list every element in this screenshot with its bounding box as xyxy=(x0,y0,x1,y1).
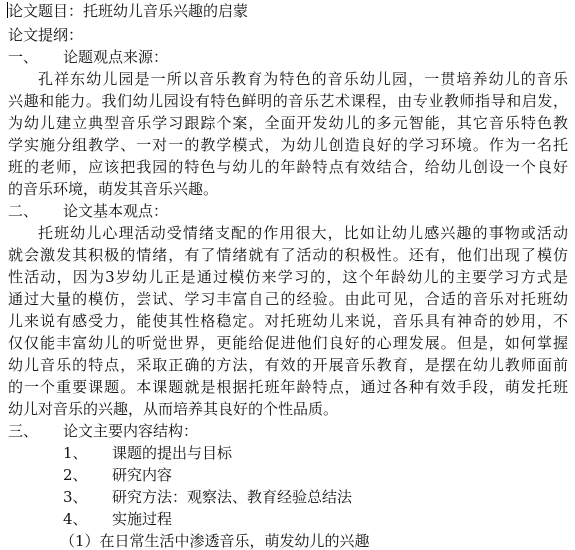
list-item-text: 课题的提出与目标 xyxy=(112,444,233,462)
paragraph-line: 学实施分组教学、一对一的教学模式，为幼儿创造良好的学习环境。作为一名托 xyxy=(8,136,568,154)
paragraph-line: 性活动，因为3岁幼儿正是通过模仿来学习的，这个年龄幼儿的主要学习方式是 xyxy=(8,268,568,286)
list-item-text: 研究方法：观察法、教育经验总结法 xyxy=(112,488,353,506)
section-number: 二、 xyxy=(8,202,39,220)
list-item-number: 3、 xyxy=(63,488,88,506)
paragraph-line: 兴趣和能力。我们幼儿园设有特色鲜明的音乐艺术课程，由专业教师指导和启发， xyxy=(8,92,568,110)
cut-off-line: （1）在日常生活中渗透音乐，萌发幼儿的兴趣 xyxy=(60,532,370,550)
list-item-text: 实施过程 xyxy=(112,510,173,528)
list-item-text: 研究内容 xyxy=(112,466,173,484)
list-item-number: 1、 xyxy=(63,444,88,462)
paragraph-line: 为幼儿建立典型音乐学习跟踪个案，全面开发幼儿的多元智能，其它音乐特色教 xyxy=(8,114,568,132)
paragraph-line: 幼儿音乐的特点，采取正确的方法，有效的开展音乐教育，是摆在幼儿教师面前 xyxy=(8,356,568,374)
paragraph-line: 通过大量的模仿，尝试、学习丰富自己的经验。由此可见，合适的音乐对托班幼 xyxy=(8,290,568,308)
section-number: 三、 xyxy=(8,422,39,440)
outline-label: 论文提纲： xyxy=(8,26,84,44)
paragraph-line: 幼儿对音乐的兴趣，从而培养其良好的个性品质。 xyxy=(8,400,339,418)
section-title: 论文基本观点： xyxy=(63,202,169,220)
section-number: 一、 xyxy=(8,48,39,66)
section-title: 论题观点来源： xyxy=(63,48,169,66)
list-item-number: 4、 xyxy=(63,510,88,528)
paragraph-line: 就会激发其积极的情绪，有了情绪就有了活动的积极性。还有，他们出现了模仿 xyxy=(8,246,568,264)
document-title: 论文题目：托班幼儿音乐兴趣的启蒙 xyxy=(8,2,249,20)
paragraph-line: 儿来说有感受力，能使其性格稳定。对托班幼儿来说，音乐具有神奇的妙用，不 xyxy=(8,312,568,330)
section-title: 论文主要内容结构： xyxy=(63,422,199,440)
paragraph-line: 托班幼儿心理活动受情绪支配的作用很大，比如让幼儿感兴趣的事物或活动 xyxy=(38,224,568,242)
list-item-number: 2、 xyxy=(63,466,88,484)
paragraph-line: 孔祥东幼儿园是一所以音乐教育为特色的音乐幼儿园，一贯培养幼儿的音乐 xyxy=(38,70,568,88)
paragraph-line: 班的老师，应该把我园的特色与幼儿的年龄特点有效结合，给幼儿创设一个良好 xyxy=(8,158,568,176)
paragraph-line: 的一个重要课题。本课题就是根据托班年龄特点，通过各种有效手段，萌发托班 xyxy=(8,378,568,396)
paragraph-line: 仅仅能丰富幼儿的听觉世界，更能给促进他们良好的心理发展。但是，如何掌握 xyxy=(8,334,568,352)
paragraph-line: 的音乐环境，萌发其音乐兴趣。 xyxy=(8,180,219,198)
